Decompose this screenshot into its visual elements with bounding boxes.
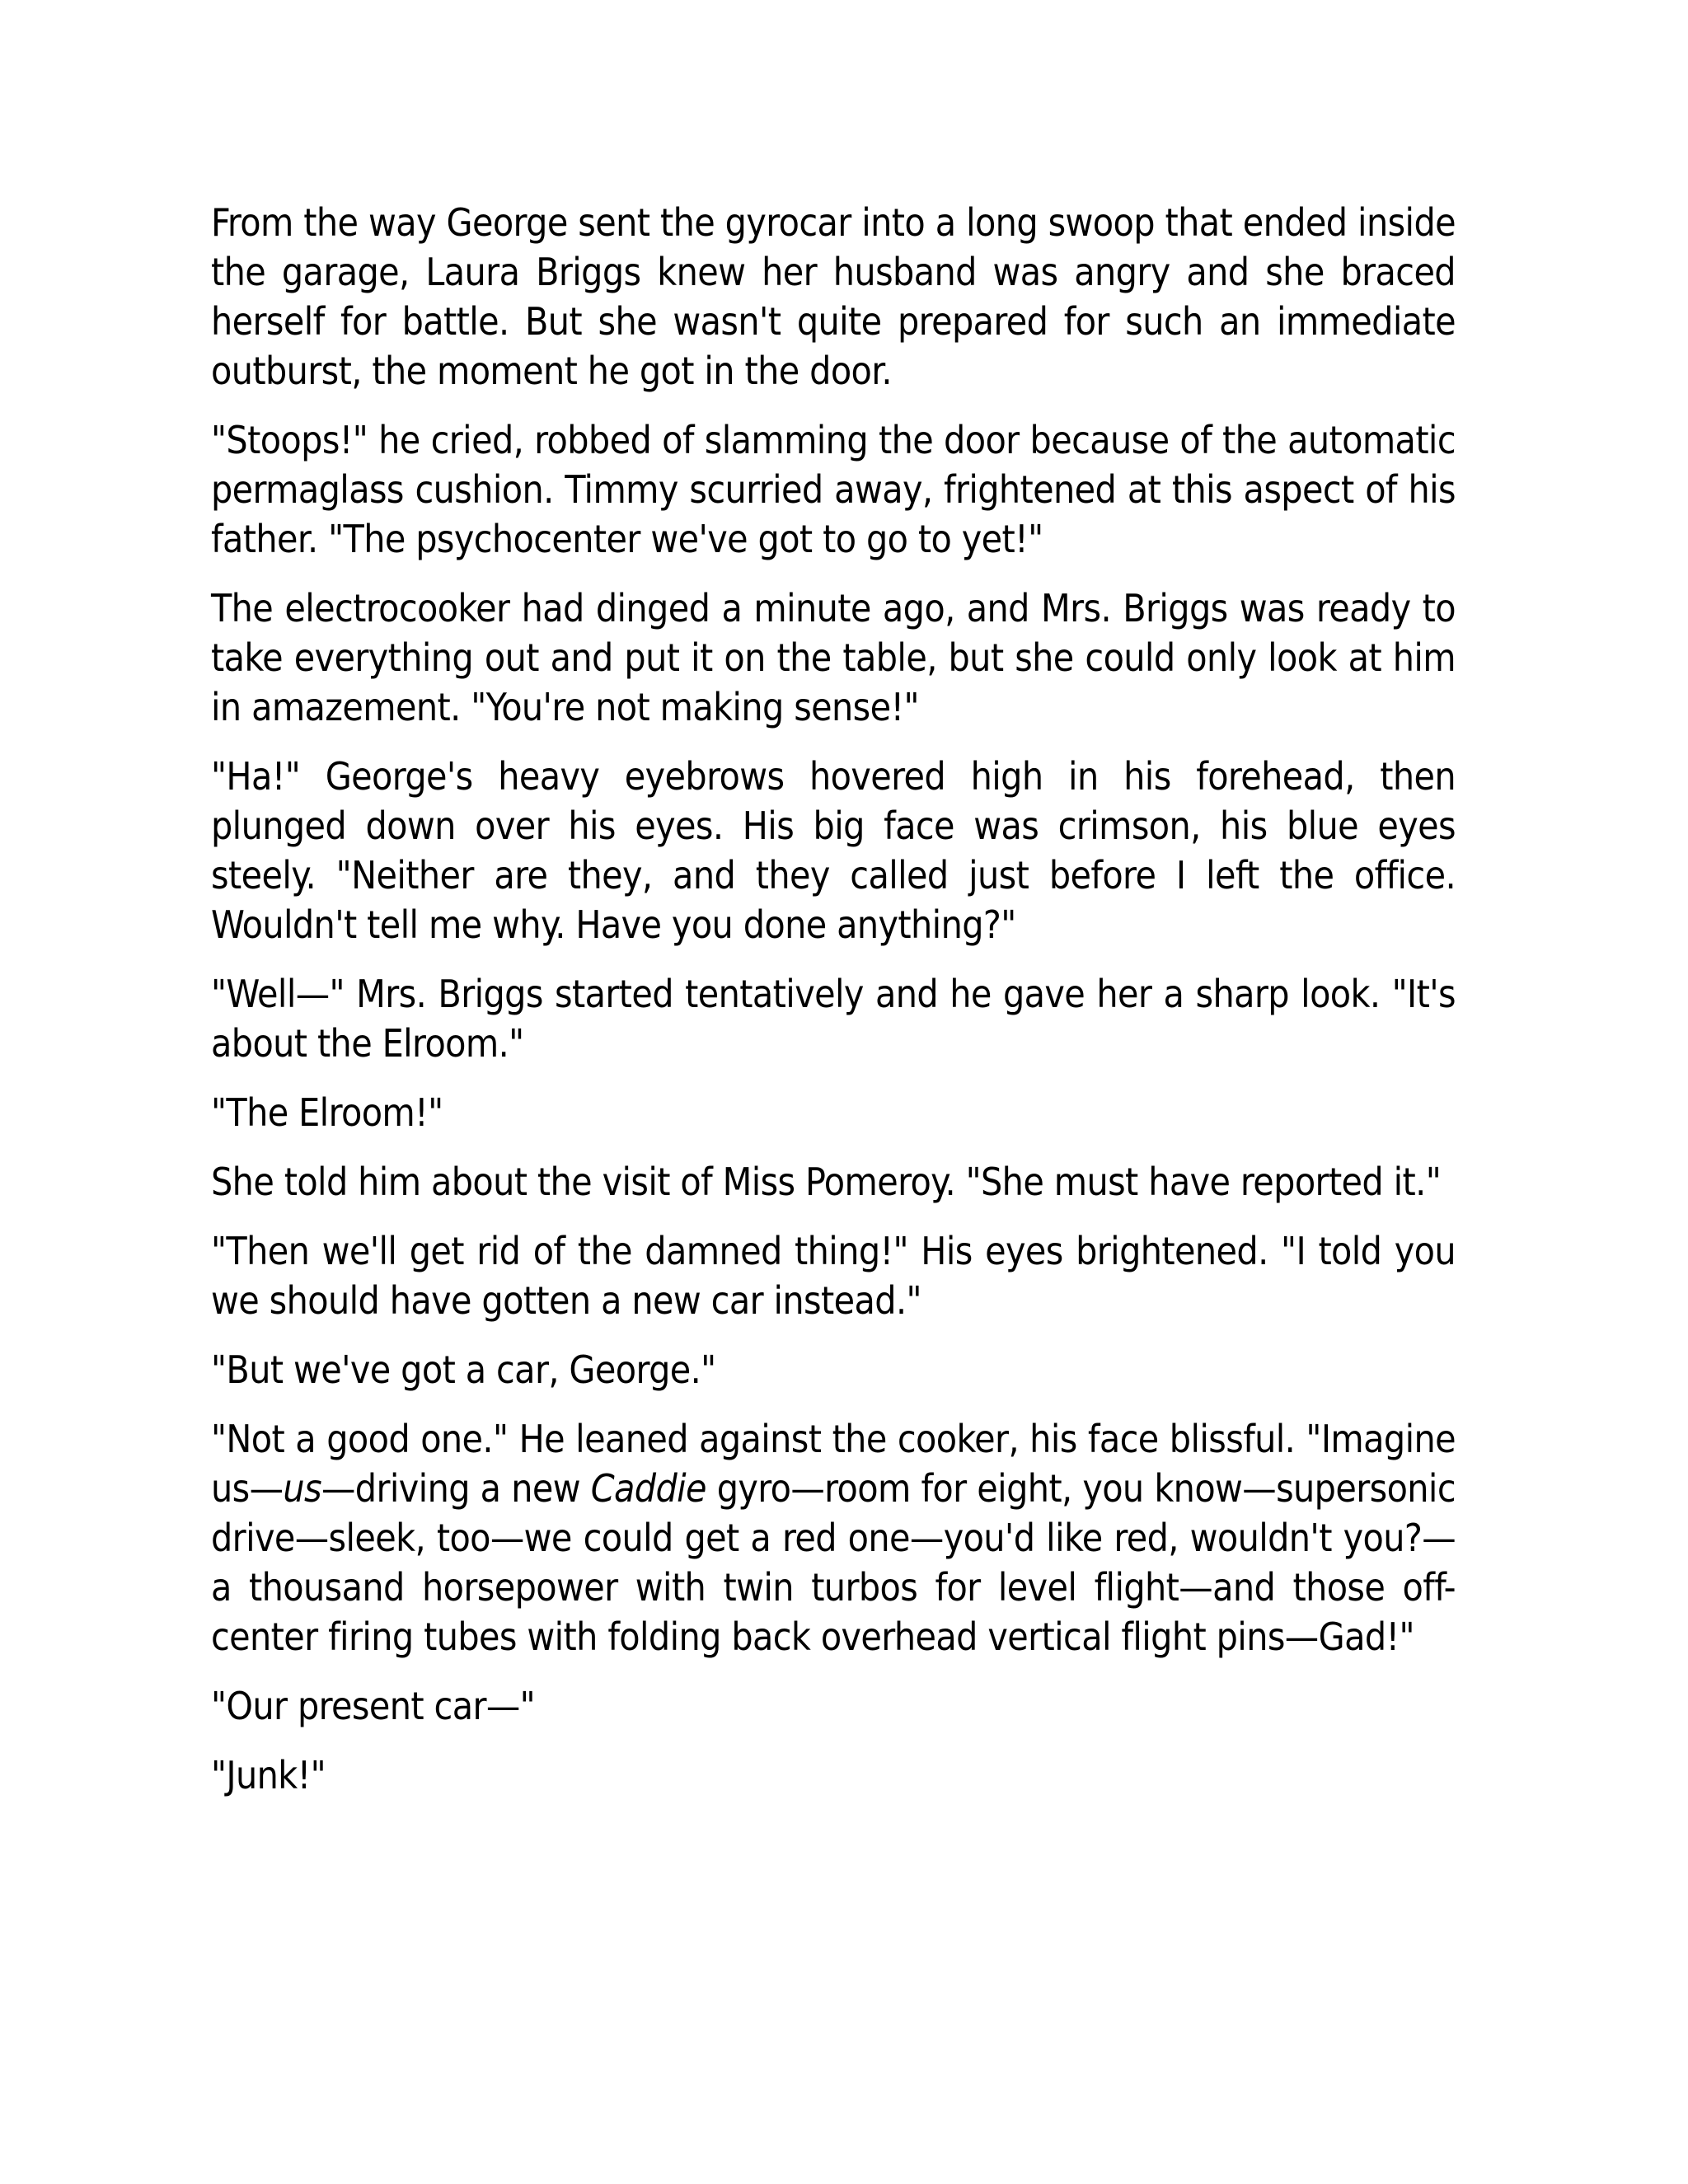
paragraph-5: "Well—" Mrs. Briggs started tentatively and he gave her a sharp look. "It's about the Elroom.": [211, 972, 1456, 1066]
paragraph-4: "Ha!" George's heavy eyebrows hovered high in his forehead, then plunged down over his eyes. His big face was crimson, his blue eyes steely. "Neither are they, and they called just before I left the office. Wouldn't tell me why. Have you done anything?": [211, 754, 1456, 947]
paragraph-3: The electrocooker had dinged a minute ago, and Mrs. Briggs was ready to take everything out and put it on the table, but she could only look at him in amazement. "You're not making sense!": [211, 586, 1456, 729]
document-page: [211, 198, 1456, 1820]
paragraph-2: "Stoops!" he cried, robbed of slamming the door because of the automatic permaglass cushion. Timmy scurried away, frightened at this aspect of his father. "The psychocenter we've got to go to yet!": [211, 418, 1456, 561]
paragraph-6: "The Elroom!": [211, 1090, 443, 1135]
paragraph-12: "Junk!": [211, 1753, 326, 1797]
paragraph-10-emphasis-caddie: Caddie: [590, 1466, 706, 1511]
paragraph-1: From the way George sent the gyrocar into a long swoop that ended inside the garage, Laura Briggs knew her husband was angry and she braced herself for battle. But she wasn't quite prepared for such an immediate outburst, the moment he got in the door.: [211, 200, 1456, 393]
paragraph-10-part-3: gyro—room for eight, you know—supersonic drive—sleek, too—we could get a red one—you'd like red, wouldn't you?—a thousand horsepower with twin turbos for level flight—and those off-center firing tubes with folding back overhead vertical flight pins—Gad!": [211, 1466, 1456, 1659]
paragraph-10: [211, 1414, 1456, 1661]
paragraph-9: "But we've got a car, George.": [211, 1347, 716, 1392]
paragraph-10-emphasis-us: us: [283, 1466, 322, 1511]
paragraph-8: "Then we'll get rid of the damned thing!" His eyes brightened. "I told you we should have gotten a new car instead.": [211, 1229, 1456, 1323]
paragraph-11: "Our present car—": [211, 1684, 536, 1728]
paragraph-7: She told him about the visit of Miss Pomeroy. "She must have reported it.": [211, 1160, 1442, 1204]
paragraph-10-part-1: "Not a good one." He leaned against the cooker, his face blissful. "Imagine us—: [211, 1417, 1456, 1511]
paragraph-10-part-2: —driving a new: [321, 1466, 591, 1511]
